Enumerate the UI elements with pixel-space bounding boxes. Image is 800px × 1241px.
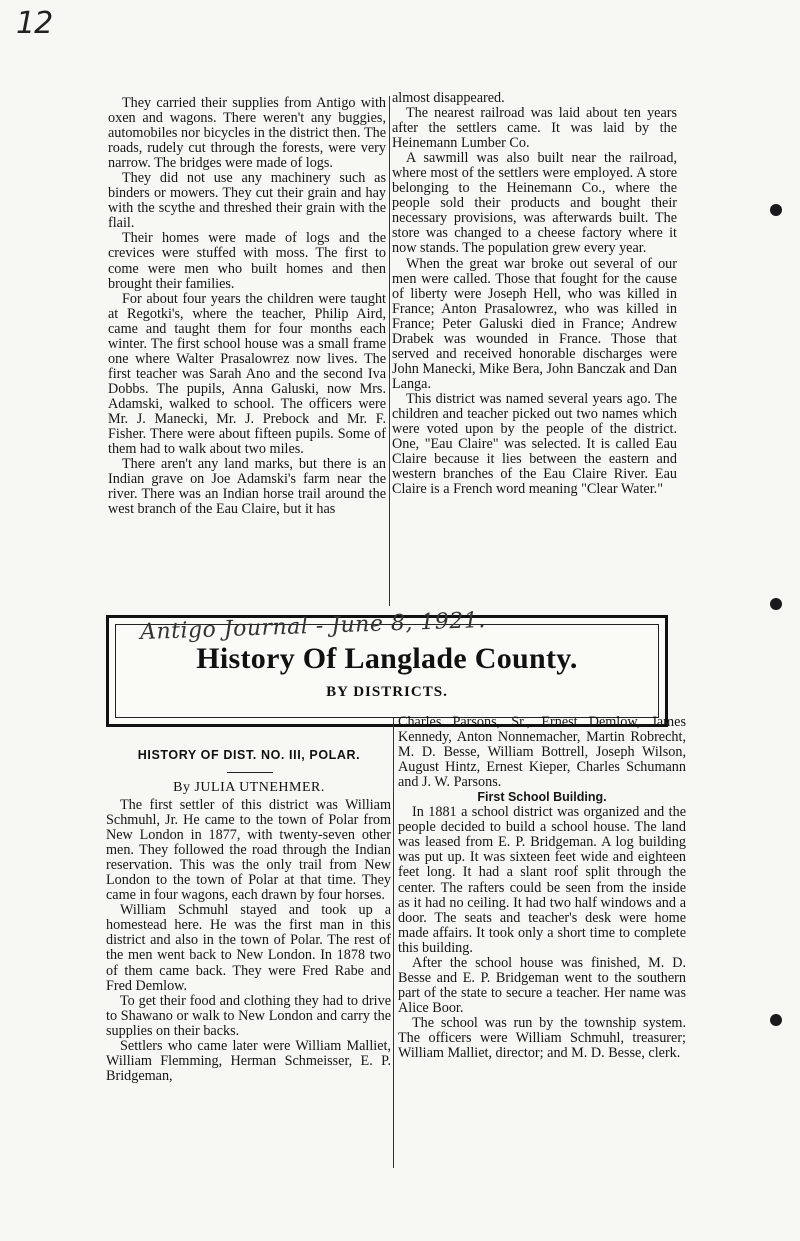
column-divider	[389, 96, 390, 606]
paragraph: The nearest railroad was laid about ten years after the settlers came. It was laid by the Heinemann Lumber Co.	[392, 105, 677, 152]
article-heading: HISTORY OF DIST. NO. III, POLAR.	[137, 748, 361, 762]
banner-title: History Of Langlade County.	[196, 642, 578, 675]
paragraph: The first settler of this district was William Schmuhl, Jr. He came to the town of Polar from New London in 1877, with twenty-seven other men. They followed the road through the Indian reservation. This was the only trail from New London to the town of Polar at that time. They came in four wagons, each drawn by four horses.	[106, 797, 391, 904]
page-number: 12	[16, 6, 53, 41]
banner-subtitle: BY DISTRICTS.	[326, 684, 448, 700]
paragraph: The school was run by the township system. The officers were William Schmuhl, treasurer; William Malliet, director; and M. D. Besse, clerk.	[398, 1014, 686, 1062]
paragraph: A sawmill was also built near the railroad, where most of the settlers were employed. A store belonging to the Heinemann Co., where the people sold their products and bought their necessary provisions, was afterwards built. The store was changed to a cheese factory where it now stands. The population grew every year.	[392, 150, 677, 257]
paragraph: There aren't any land marks, but there is an Indian grave on Joe Adamski's farm near the river. There was an Indian horse trail around the west branch of the Eau Claire, but it has	[108, 456, 386, 518]
subheading: First School Building.	[477, 790, 607, 805]
binder-hole	[770, 1014, 782, 1026]
article-byline: By JULIA UTNEHMER.	[173, 780, 325, 795]
paragraph: In 1881 a school district was organized and the people decided to build a school house. The land was leased from E. P. Bridgeman. A log building was put up. It was sixteen feet wide and eighteen feet long. It had a slant roof split through the center. The rafters could be seen from the inside as it had no ceiling. It had two half windows and a door. The seats and teacher's desk were home made affairs. It took only a short time to complete this building.	[398, 804, 686, 956]
paragraph: They carried their supplies from Antigo with oxen and wagons. There weren't any buggies, automobiles nor bicycles in the district then. The roads, rudely cut through the forests, were very narrow. The bridges were made of logs.	[108, 95, 386, 172]
binder-hole	[770, 598, 782, 610]
article-right-column	[398, 715, 686, 1061]
paragraph: For about four years the children were taught at Regotki's, where the teacher, Philip Aird, came and taught them for four months each winter. The first school house was a small frame one where Walter Prasalowrez now lives. The first teacher was Sarah Ano and the second Iva Dobbs. The pupils, Anna Galuski, now Mrs. Adamski, walked to school. The officers were Mr. J. Manecki, Mr. J. Prebock and Mr. F. Fisher. There were about fifteen pupils. Some of them had to walk about two miles.	[108, 290, 386, 458]
paragraph: When the great war broke out several of our men were called. Those that fought for the cause of liberty were Joseph Hell, who was killed in France; Anton Prasalowrez, who was killed in France; Peter Galuski died in France; Andrew Drabek was wounded in France. Those that served and received honorable discharges were John Manecki, Mike Bera, John Banczak and Dan Langa.	[392, 255, 677, 392]
paragraph: To get their food and clothing they had to drive to Shawano or walk to New London and carry the supplies on their backs.	[106, 992, 391, 1039]
paragraph: Their homes were made of logs and the crevices were stuffed with moss. The first to come were men who built homes and then brought their families.	[108, 230, 386, 292]
paragraph: Settlers who came later were William Malliet, William Flemming, Herman Schmeisser, E. P. Bridgeman,	[106, 1037, 391, 1084]
binder-hole	[770, 204, 782, 216]
paragraph: They did not use any machinery such as binders or mowers. They cut their grain and hay with the scythe and threshed their grain with the flail.	[108, 170, 386, 232]
handwritten-note: Antigo Journal - June 8, 1921.	[139, 607, 487, 646]
paragraph: almost disappeared.	[392, 90, 505, 106]
paragraph: William Schmuhl stayed and took up a homestead here. He was the first man in this district and also in the town of Polar. The rest of the men went back to New London. In 1878 two of them came back. They were Fred Rabe and Fred Demlow.	[106, 902, 391, 994]
paragraph: Charles Parsons, Sr., Ernest Demlow, James Kennedy, Anton Nonnemacher, Martin Robrecht, M. D. Besse, William Bottrell, Joseph Wilson, August Hintz, Ernest Kieper, Charles Schumann and J. W. Parsons.	[398, 714, 686, 791]
top-left-column	[108, 96, 386, 517]
article-left-column	[106, 798, 391, 1084]
column-divider	[393, 718, 394, 1168]
divider-rule	[227, 772, 273, 773]
paragraph: After the school house was finished, M. D. Besse and E. P. Bridgeman went to the southern part of the state to secure a teacher. Her name was Alice Boor.	[398, 954, 686, 1016]
paragraph: This district was named several years ago. The children and teacher picked out two names which were voted upon by the people of the district. One, "Eau Claire" was selected. It is called Eau Claire because it lies between the eastern and western branches of the Eau Claire River. Eau Claire is a French word meaning "Clear Water."	[392, 390, 677, 498]
top-right-column	[392, 91, 677, 497]
